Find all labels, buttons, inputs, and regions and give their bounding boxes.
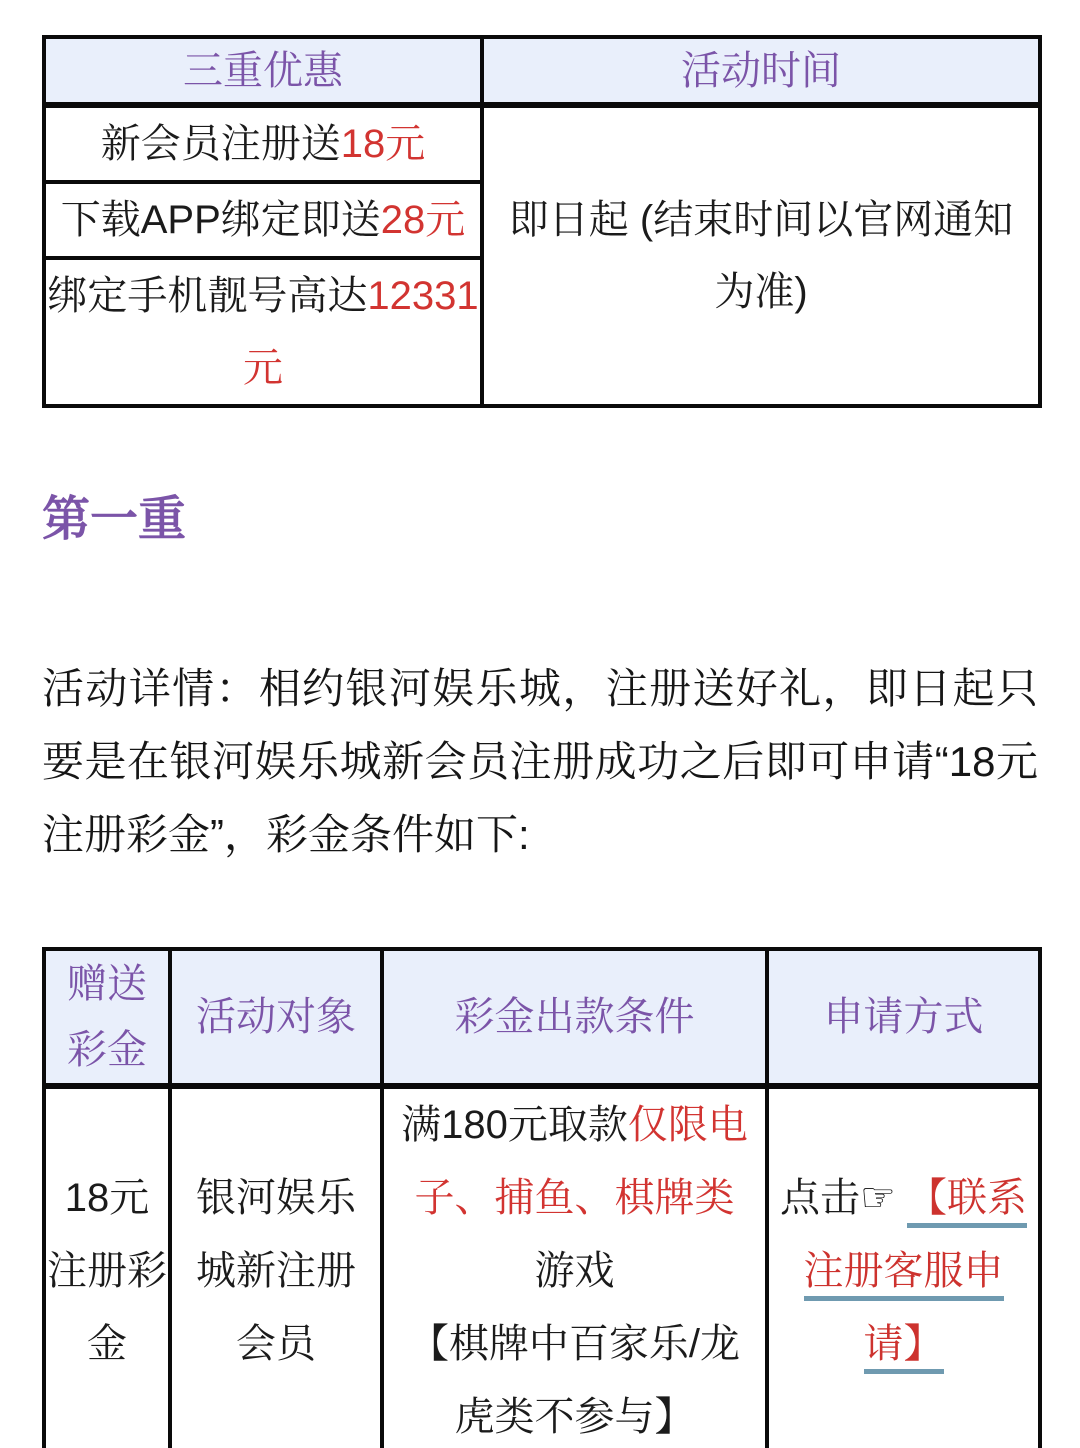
bonus-header-cell: 赠送彩金: [44, 949, 170, 1086]
bonus-amount-cell: 18元注册彩金: [44, 1086, 170, 1448]
condition-text: 游戏: [534, 1249, 615, 1293]
apply-cell: [767, 1086, 1040, 1448]
apply-text: 点击: [780, 1176, 860, 1220]
offer-text: 新会员注册送: [100, 122, 341, 166]
time-header-cell: 活动时间: [482, 37, 1040, 105]
condition-cell: [382, 1086, 767, 1448]
table-row: [44, 1086, 1040, 1448]
offers-table: [42, 35, 1042, 408]
offer-text: 下载APP绑定即送: [60, 198, 381, 242]
offer-amount: 12331元: [243, 274, 479, 390]
activity-detail-paragraph: 活动详情：相约银河娱乐城，注册送好礼，即日起只要是在银河娱乐城新会员注册成功之后即可申请“18元注册彩金”，彩金条件如下:: [42, 665, 1038, 858]
condition-note: 【棋牌中百家乐/龙虎类不参与】: [408, 1322, 741, 1439]
target-cell: 银河娱乐城新注册会员: [170, 1086, 382, 1448]
offers-header-cell: 三重优惠: [44, 37, 482, 105]
target-header-cell: 活动对象: [170, 949, 382, 1086]
bonus-table: [42, 947, 1042, 1448]
contact-service-link[interactable]: 【联系注册客服申请】: [804, 1176, 1027, 1374]
offer-amount: 18元: [340, 122, 426, 166]
table-row: [44, 105, 1040, 182]
condition-restriction: 仅限电子、捕鱼、棋牌类: [414, 1103, 748, 1220]
offer-cell-1: [44, 105, 482, 182]
offer-cell-2: [44, 182, 482, 258]
offer-text: 绑定手机靓号高达: [47, 274, 368, 318]
apply-header-cell: 申请方式: [767, 949, 1040, 1086]
bonus-table-header-row: [44, 949, 1040, 1086]
section-heading: 第一重: [42, 493, 187, 546]
offer-amount: 28元: [380, 198, 466, 242]
condition-text: 满180元取款: [401, 1103, 628, 1147]
pointing-hand-icon: ☞: [860, 1176, 896, 1220]
offer-cell-3: [44, 258, 482, 406]
activity-time-cell: 即日起 (结束时间以官网通知为准): [482, 105, 1040, 406]
condition-header-cell: 彩金出款条件: [382, 949, 767, 1086]
offers-table-header-row: [44, 37, 1040, 105]
